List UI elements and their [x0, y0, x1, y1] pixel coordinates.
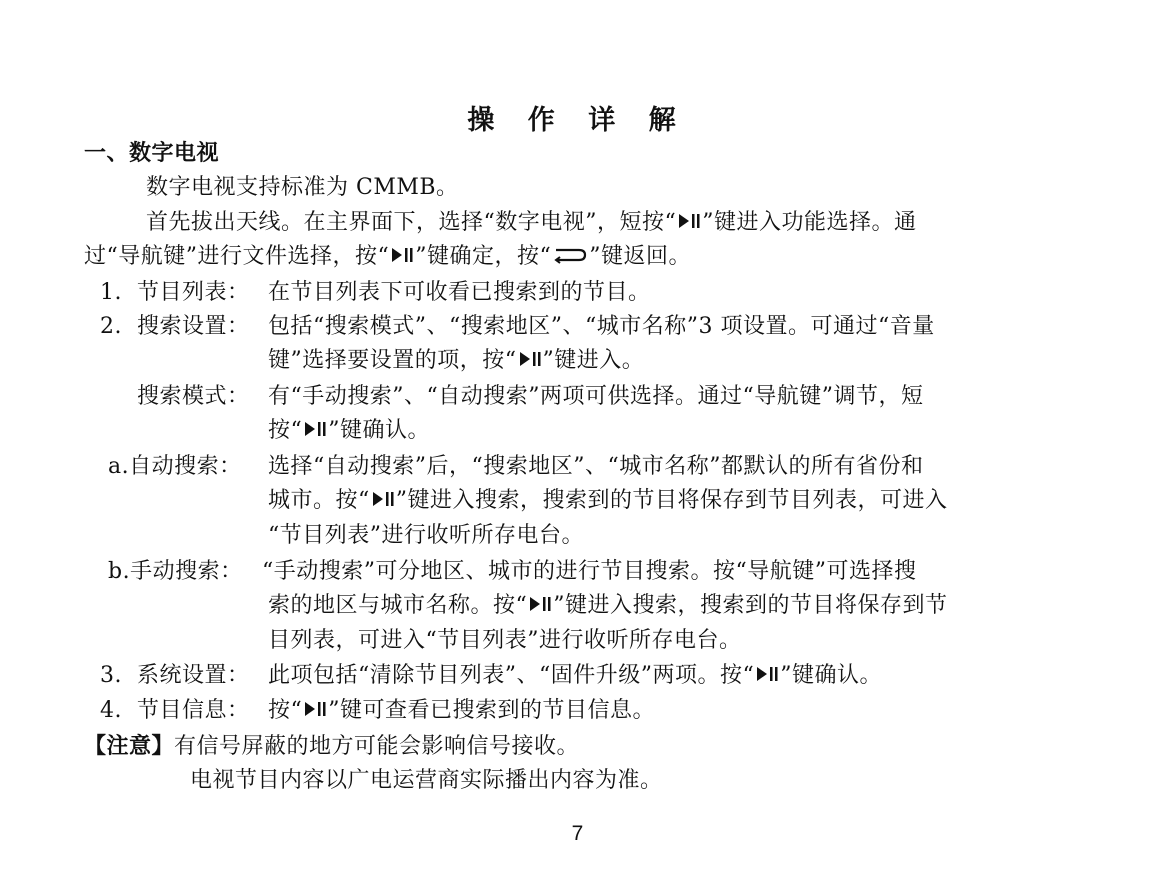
manual-search-text-line3: 目列表，可进入“节目列表”进行收听所存电台。	[268, 628, 742, 653]
item3-number: 3.	[100, 663, 122, 688]
mode-text-line2: 按“ ”键确认。	[268, 418, 430, 443]
para1-line2: 过“导航键”进行文件选择，按“ ”键确定，按“ ”键返回。	[84, 244, 691, 269]
play-pause-icon	[389, 245, 415, 265]
section-heading: 一、数字电视	[84, 141, 220, 166]
manual-search-label: b.手动搜索：	[108, 559, 243, 584]
note-text-1: 有信号屏蔽的地方可能会影响信号接收。	[174, 734, 580, 759]
item4-number: 4.	[100, 698, 122, 723]
note-line1	[84, 732, 579, 762]
play-pause-icon	[302, 419, 328, 439]
item1-number: 1.	[100, 280, 122, 305]
item4-text: 按“ ”键可查看已搜索到的节目信息。	[268, 698, 655, 723]
auto-search-text-line3: “节目列表”进行收听所存电台。	[268, 523, 584, 548]
item2-number: 2.	[100, 314, 122, 339]
item2-text-line1: 包括“搜索模式”、“搜索地区”、“城市名称”3 项设置。可通过“音量	[268, 314, 935, 339]
play-pause-icon	[517, 349, 543, 369]
auto-search-text-line1: 选择“自动搜索”后，“搜索地区”、“城市名称”都默认的所有省份和	[268, 454, 924, 479]
play-pause-icon	[527, 594, 553, 614]
play-pause-icon	[370, 489, 396, 509]
item1-label: 节目列表：	[137, 280, 250, 305]
page-number: 7	[571, 822, 584, 845]
manual-search-text-line2: 索的地区与城市名称。按“ ”键进入搜索，搜索到的节目将保存到节	[268, 593, 948, 618]
auto-search-text-line2: 城市。按“ ”键进入搜索，搜索到的节目将保存到节目列表，可进入	[268, 488, 948, 513]
mode-label: 搜索模式：	[137, 384, 250, 409]
play-pause-icon	[676, 211, 702, 231]
para1-line1: 首先拔出天线。在主界面下，选择“数字电视”，短按“ ”键进入功能选择。通	[146, 210, 917, 235]
play-pause-icon	[302, 699, 328, 719]
page-title: 操 作 详 解	[467, 105, 688, 136]
item2-label: 搜索设置：	[137, 314, 250, 339]
note-text-2: 电视节目内容以广电运营商实际播出内容为准。	[190, 768, 663, 793]
return-arrow-icon	[551, 245, 589, 265]
play-pause-icon	[754, 664, 780, 684]
mode-text-line1: 有“手动搜索”、“自动搜索”两项可供选择。通过“导航键”调节，短	[268, 384, 924, 409]
intro-text: 数字电视支持标准为 CMMB。	[146, 175, 459, 200]
item1-text: 在节目列表下可收看已搜索到的节目。	[268, 280, 651, 305]
item2-text-line2: 键”选择要设置的项，按“ ”键进入。	[268, 348, 645, 373]
item4-label: 节目信息：	[137, 698, 250, 723]
auto-search-label: a.自动搜索：	[108, 454, 242, 479]
item3-label: 系统设置：	[137, 663, 250, 688]
item3-text: 此项包括“清除节目列表”、“固件升级”两项。按“ ”键确认。	[268, 663, 882, 688]
note-tag: 【注意】	[84, 734, 175, 759]
manual-search-text-line1: “手动搜索”可分地区、城市的进行节目搜索。按“导航键”可选择搜	[262, 559, 917, 584]
